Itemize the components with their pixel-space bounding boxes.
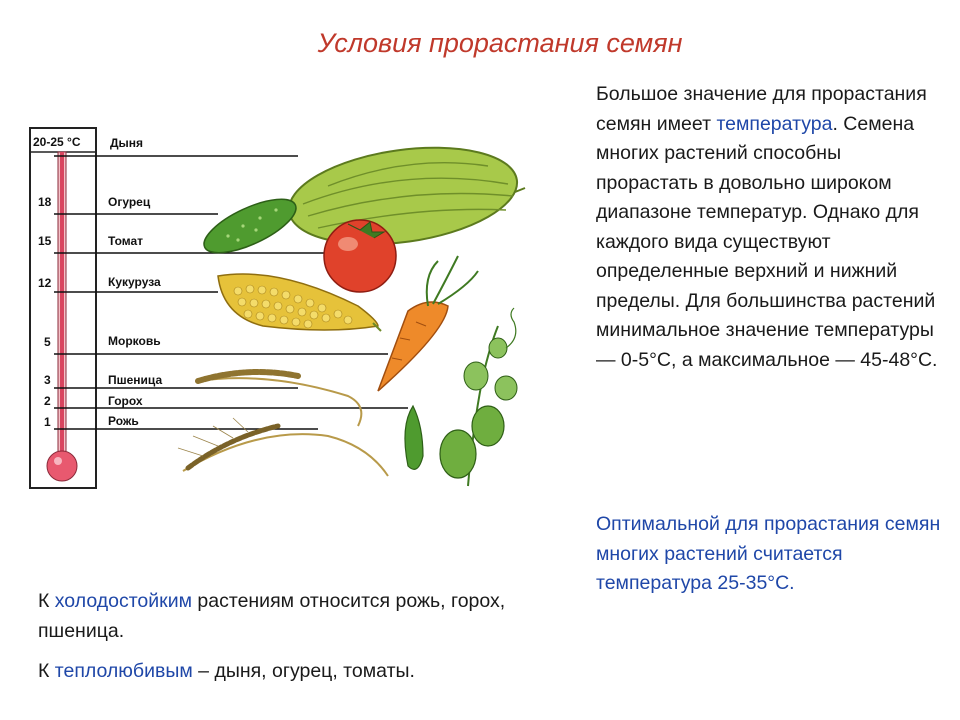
tick-label: 5 [44, 335, 51, 349]
cucumber-icon [197, 189, 303, 264]
tick-label: 3 [44, 373, 51, 387]
heat-loving-term: теплолюбивым [54, 660, 193, 682]
plant-label-cucumber: Огурец [108, 195, 151, 209]
paragraph-text-start: Большое значение для прорастания семян имеет [596, 83, 927, 135]
temperature-paragraph [596, 80, 946, 375]
cold-text-end: растениям относится рожь, горох, пшеница. [38, 590, 506, 642]
tick-label: 12 [38, 276, 52, 290]
paragraph-text-end: . Семена многих растений способны прорастать в довольно широком диапазоне температур. Однако для каждого вида существуют определенные верхний и нижний пределы. Для большинства растений минимальное значение температуры — 0-5°C, а максимальное — 45-48°C. [596, 112, 938, 371]
temperature-term: температура [716, 112, 833, 135]
page-title: Условия прорастания семян [317, 28, 683, 58]
plant-label-pea: Горох [108, 394, 143, 408]
tick-label: 15 [38, 234, 52, 248]
tick-label: 1 [44, 415, 51, 429]
heat-text-end: – дыня, огурец, томаты. [192, 660, 415, 682]
plant-label-corn: Кукуруза [108, 275, 161, 289]
tomato-icon [324, 220, 396, 292]
thermometer-bulb [47, 451, 77, 481]
plant-label-wheat: Пшеница [108, 373, 163, 387]
tick-label: 2 [44, 394, 51, 408]
wheat-icon [198, 372, 361, 426]
optimal-temperature-paragraph: Оптимальной для прорастания семян многих растений считается температура 25-35°C. [596, 513, 941, 594]
rye-icon [178, 418, 388, 476]
heat-text-start: К [38, 660, 55, 682]
melon-icon [283, 134, 525, 257]
cold-text-start: К [38, 590, 55, 612]
carrot-icon [378, 256, 478, 391]
tick-label: 20-25 °С [33, 135, 81, 149]
plants-illustration [28, 126, 548, 492]
plant-label-tomato: Томат [108, 234, 144, 248]
heat-loving-text [38, 656, 578, 686]
plant-label-carrot: Морковь [108, 334, 161, 348]
cold-resistant-term: холодостойким [54, 590, 192, 612]
germination-temperature-figure [28, 126, 548, 492]
plant-label-rye: Рожь [108, 414, 139, 428]
tick-label: 18 [38, 195, 52, 209]
plant-label-melon: Дыня [110, 136, 144, 150]
cold-resistant-text [38, 586, 578, 646]
